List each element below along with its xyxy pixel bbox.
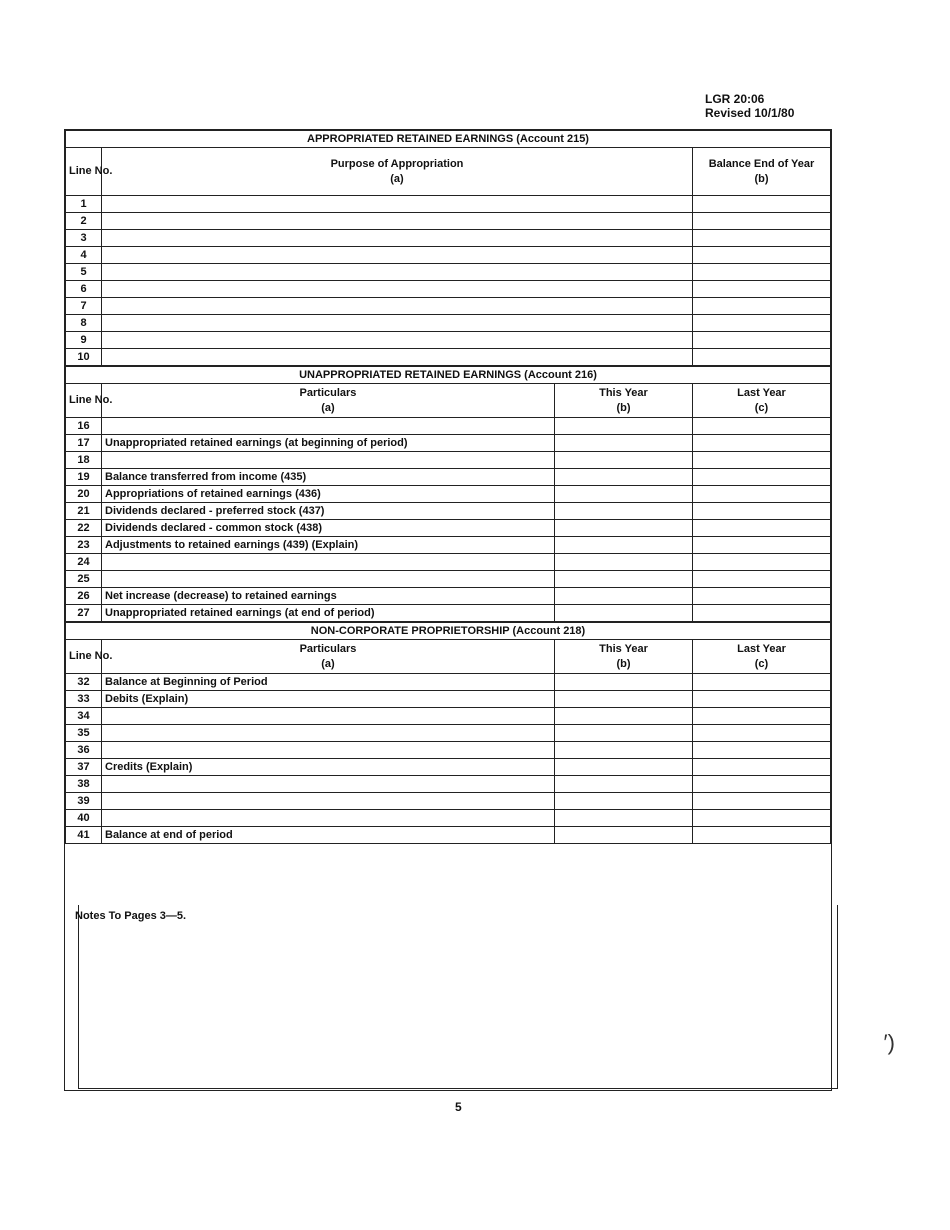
particulars-cell: Dividends declared - common stock (438) — [102, 520, 555, 537]
table-row — [66, 742, 831, 759]
last-year-header: Last Year (c) — [692, 384, 830, 418]
proprietorship-title: NON-CORPORATE PROPRIETORSHIP (Account 218) — [66, 623, 831, 640]
table-row — [66, 674, 831, 691]
this-year-cell[interactable] — [555, 708, 693, 725]
table-row — [66, 196, 831, 213]
purpose-cell[interactable] — [102, 230, 693, 247]
appropriated-table — [65, 130, 831, 366]
table-row — [66, 332, 831, 349]
table-row — [66, 452, 831, 469]
this-year-cell[interactable] — [554, 469, 692, 486]
balance-cell[interactable] — [692, 281, 830, 298]
balance-header: Balance End of Year (b) — [692, 148, 830, 196]
table-row — [66, 708, 831, 725]
unappropriated-title: UNAPPROPRIATED RETAINED EARNINGS (Account 216) — [66, 367, 831, 384]
last-year-cell[interactable] — [693, 691, 831, 708]
last-year-cell[interactable] — [692, 452, 830, 469]
table-row — [66, 247, 831, 264]
form-code: LGR 20:06 — [705, 92, 765, 106]
last-year-cell[interactable] — [693, 674, 831, 691]
this-year-cell[interactable] — [555, 742, 693, 759]
line-number: 25 — [66, 571, 102, 588]
last-year-cell[interactable] — [692, 486, 830, 503]
particulars-cell: Balance at Beginning of Period — [102, 674, 555, 691]
purpose-cell[interactable] — [102, 247, 693, 264]
table-row — [66, 725, 831, 742]
line-number: 5 — [66, 264, 102, 281]
table-row — [66, 554, 831, 571]
purpose-cell[interactable] — [102, 281, 693, 298]
particulars-cell: Appropriations of retained earnings (436) — [102, 486, 555, 503]
table-row — [66, 691, 831, 708]
revision-date: Revised 10/1/80 — [705, 106, 795, 120]
table-row — [66, 298, 831, 315]
particulars-cell — [102, 810, 555, 827]
line-number: 3 — [66, 230, 102, 247]
line-number: 32 — [66, 674, 102, 691]
this-year-cell[interactable] — [555, 759, 693, 776]
this-year-header: This Year (b) — [555, 640, 693, 674]
purpose-cell[interactable] — [102, 196, 693, 213]
particulars-cell — [102, 708, 555, 725]
last-year-cell[interactable] — [693, 759, 831, 776]
this-year-cell[interactable] — [554, 418, 692, 435]
this-year-cell[interactable] — [554, 588, 692, 605]
last-year-cell[interactable] — [692, 435, 830, 452]
line-number: 1 — [66, 196, 102, 213]
table-row — [66, 264, 831, 281]
table-row — [66, 810, 831, 827]
line-no-header: Line No. — [66, 148, 102, 196]
table-row — [66, 520, 831, 537]
line-number: 10 — [66, 349, 102, 366]
particulars-cell: Unappropriated retained earnings (at beginning of period) — [102, 435, 555, 452]
table-row — [66, 486, 831, 503]
line-number: 21 — [66, 503, 102, 520]
unappropriated-table — [65, 366, 831, 622]
this-year-cell[interactable] — [555, 725, 693, 742]
particulars-header: Particulars (a) — [102, 384, 555, 418]
line-number: 39 — [66, 793, 102, 810]
particulars-cell — [102, 418, 555, 435]
last-year-cell[interactable] — [693, 827, 831, 844]
purpose-cell[interactable] — [102, 298, 693, 315]
particulars-cell: Unappropriated retained earnings (at end of period) — [102, 605, 555, 622]
this-year-cell[interactable] — [555, 827, 693, 844]
last-year-cell[interactable] — [692, 537, 830, 554]
balance-cell[interactable] — [692, 349, 830, 366]
line-number: 38 — [66, 776, 102, 793]
table-row — [66, 759, 831, 776]
particulars-cell: Credits (Explain) — [102, 759, 555, 776]
proprietorship-table — [65, 622, 831, 844]
purpose-cell[interactable] — [102, 264, 693, 281]
scan-mark: ′) — [883, 1030, 895, 1055]
line-number: 26 — [66, 588, 102, 605]
table-row — [66, 418, 831, 435]
this-year-cell[interactable] — [554, 520, 692, 537]
balance-cell[interactable] — [692, 213, 830, 230]
table-row — [66, 469, 831, 486]
balance-cell[interactable] — [692, 247, 830, 264]
line-number: 4 — [66, 247, 102, 264]
line-number: 35 — [66, 725, 102, 742]
last-year-cell[interactable] — [692, 469, 830, 486]
this-year-cell[interactable] — [554, 435, 692, 452]
this-year-cell[interactable] — [554, 554, 692, 571]
table-row — [66, 281, 831, 298]
this-year-cell[interactable] — [554, 605, 692, 622]
last-year-header: Last Year (c) — [693, 640, 831, 674]
purpose-cell[interactable] — [102, 349, 693, 366]
last-year-cell[interactable] — [693, 776, 831, 793]
particulars-cell — [102, 725, 555, 742]
line-number: 16 — [66, 418, 102, 435]
table-row — [66, 605, 831, 622]
this-year-cell[interactable] — [555, 691, 693, 708]
line-number: 27 — [66, 605, 102, 622]
balance-cell[interactable] — [692, 315, 830, 332]
particulars-cell — [102, 554, 555, 571]
table-row — [66, 435, 831, 452]
last-year-cell[interactable] — [693, 742, 831, 759]
line-number: 23 — [66, 537, 102, 554]
particulars-cell: Balance at end of period — [102, 827, 555, 844]
particulars-cell — [102, 742, 555, 759]
line-number: 19 — [66, 469, 102, 486]
purpose-header: Purpose of Appropriation (a) — [102, 148, 693, 196]
particulars-cell: Debits (Explain) — [102, 691, 555, 708]
balance-cell[interactable] — [692, 264, 830, 281]
table-row — [66, 315, 831, 332]
this-year-cell[interactable] — [555, 674, 693, 691]
balance-cell[interactable] — [692, 196, 830, 213]
last-year-cell[interactable] — [692, 520, 830, 537]
line-number: 20 — [66, 486, 102, 503]
table-row — [66, 349, 831, 366]
last-year-cell[interactable] — [693, 810, 831, 827]
line-number: 18 — [66, 452, 102, 469]
table-row — [66, 588, 831, 605]
line-number: 6 — [66, 281, 102, 298]
balance-cell[interactable] — [692, 230, 830, 247]
table-row — [66, 793, 831, 810]
this-year-cell[interactable] — [554, 537, 692, 554]
this-year-cell[interactable] — [555, 776, 693, 793]
line-number: 17 — [66, 435, 102, 452]
line-number: 9 — [66, 332, 102, 349]
line-no-header: Line No. — [66, 640, 102, 674]
table-row — [66, 230, 831, 247]
table-row — [66, 571, 831, 588]
line-number: 2 — [66, 213, 102, 230]
line-number: 40 — [66, 810, 102, 827]
line-number: 8 — [66, 315, 102, 332]
this-year-cell[interactable] — [555, 793, 693, 810]
this-year-cell[interactable] — [554, 503, 692, 520]
table-row — [66, 213, 831, 230]
purpose-cell[interactable] — [102, 315, 693, 332]
particulars-cell: Balance transferred from income (435) — [102, 469, 555, 486]
line-number: 41 — [66, 827, 102, 844]
particulars-cell — [102, 571, 555, 588]
purpose-cell[interactable] — [102, 332, 693, 349]
line-number: 34 — [66, 708, 102, 725]
line-number: 22 — [66, 520, 102, 537]
appropriated-title: APPROPRIATED RETAINED EARNINGS (Account 215) — [66, 131, 831, 148]
last-year-cell[interactable] — [693, 725, 831, 742]
purpose-cell[interactable] — [102, 213, 693, 230]
line-number: 37 — [66, 759, 102, 776]
last-year-cell[interactable] — [692, 571, 830, 588]
last-year-cell[interactable] — [693, 793, 831, 810]
line-number: 24 — [66, 554, 102, 571]
notes-box — [78, 905, 838, 1089]
last-year-cell[interactable] — [692, 588, 830, 605]
last-year-cell[interactable] — [693, 708, 831, 725]
last-year-cell[interactable] — [692, 418, 830, 435]
particulars-cell: Net increase (decrease) to retained earnings — [102, 588, 555, 605]
this-year-cell[interactable] — [555, 810, 693, 827]
particulars-cell — [102, 452, 555, 469]
this-year-cell[interactable] — [554, 571, 692, 588]
balance-cell[interactable] — [692, 298, 830, 315]
particulars-cell — [102, 776, 555, 793]
particulars-header: Particulars (a) — [102, 640, 555, 674]
table-row — [66, 537, 831, 554]
page-number: 5 — [455, 1100, 462, 1114]
particulars-cell — [102, 793, 555, 810]
notes-label: Notes To Pages 3—5. — [75, 910, 187, 922]
line-no-header: Line No. — [66, 384, 102, 418]
last-year-cell[interactable] — [692, 605, 830, 622]
this-year-cell[interactable] — [554, 486, 692, 503]
form-header — [705, 92, 794, 120]
this-year-cell[interactable] — [554, 452, 692, 469]
last-year-cell[interactable] — [692, 503, 830, 520]
table-row — [66, 776, 831, 793]
table-row — [66, 827, 831, 844]
this-year-header: This Year (b) — [554, 384, 692, 418]
particulars-cell: Dividends declared - preferred stock (437) — [102, 503, 555, 520]
table-row — [66, 503, 831, 520]
line-number: 7 — [66, 298, 102, 315]
line-number: 36 — [66, 742, 102, 759]
line-number: 33 — [66, 691, 102, 708]
particulars-cell: Adjustments to retained earnings (439) (Explain) — [102, 537, 555, 554]
last-year-cell[interactable] — [692, 554, 830, 571]
balance-cell[interactable] — [692, 332, 830, 349]
